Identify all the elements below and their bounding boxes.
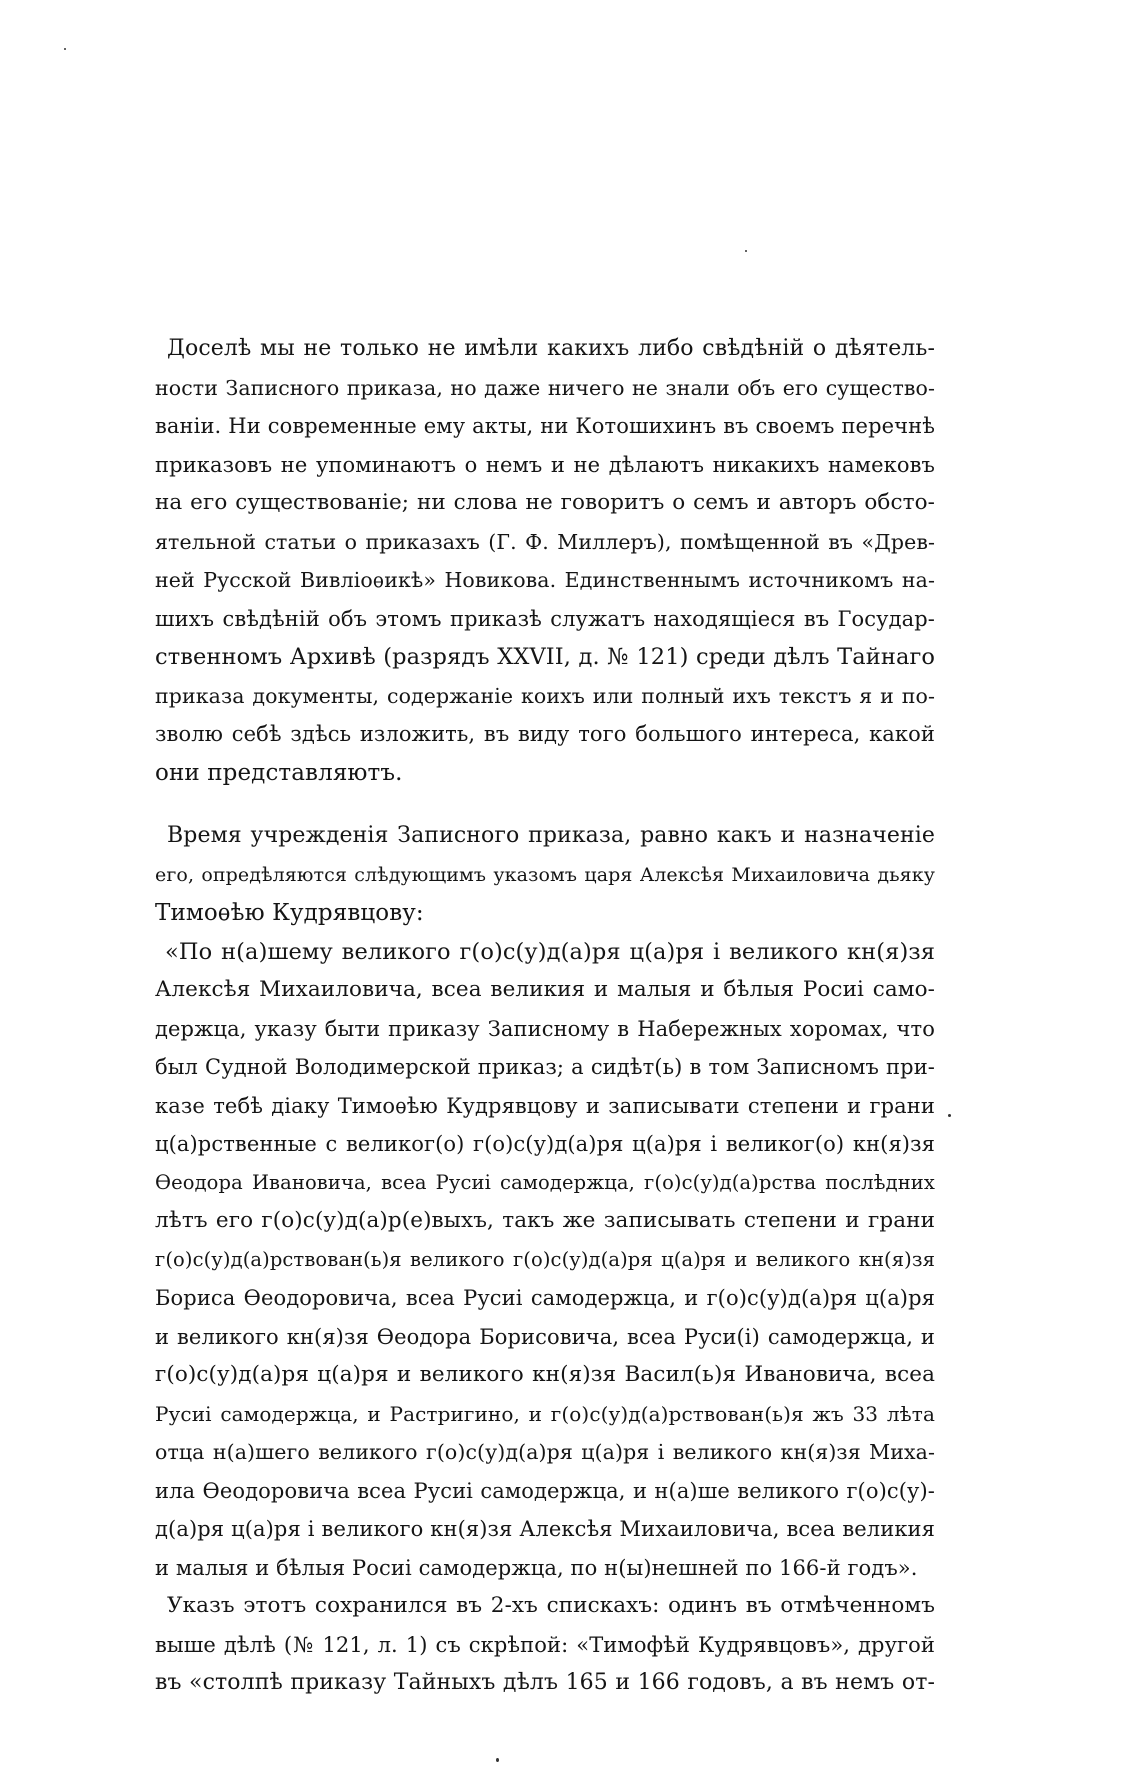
text-line: д(а)ря ц(а)ря і великого кн(я)зя Алексѣя Михаиловича, всеа великия: [155, 1517, 935, 1541]
text-line: ваніи. Ни современные ему акты, ни Котошихинъ въ своемъ перечнѣ: [155, 414, 935, 438]
decree-quote: [155, 933, 935, 1588]
text-line: был Судной Володимерской приказ; а сидѣт(ь) в том Записномъ при-: [155, 1055, 935, 1079]
text-line: приказа документы, содержаніе коихъ или полный ихъ текстъ я и по-: [155, 683, 935, 708]
text-line: шихъ свѣдѣній объ этомъ приказѣ служатъ находящіеся въ Государ-: [155, 606, 935, 631]
print-speck: [948, 1114, 951, 1117]
main-text: [155, 330, 935, 1703]
text-line: Бориса Ѳеодоровича, всеа Русиі самодержца, и г(о)с(у)д(а)ря ц(а)ря: [155, 1286, 935, 1310]
text-line: приказовъ не упоминаютъ о немъ и не дѣлаютъ никакихъ намековъ: [155, 452, 935, 477]
text-line: они представляютъ.: [155, 759, 403, 786]
text-line: г(о)с(у)д(а)ря ц(а)ря и великого кн(я)зя Васил(ь)я Ивановича, всеа: [155, 1362, 935, 1387]
paragraph: [155, 330, 935, 792]
text-line: Время учрежденія Записного приказа, равно какъ и назначеніе: [167, 823, 935, 848]
text-line: лѣтъ его г(о)с(у)д(а)р(е)выхъ, такъ же записывать степени и грани: [155, 1208, 935, 1233]
text-line: отца н(а)шего великого г(о)с(у)д(а)ря ц(а)ря і великого кн(я)зя Миха-: [155, 1440, 935, 1464]
text-line: казе тебѣ діаку Тимоѳѣю Кудрявцову и записывати степени и грани: [155, 1093, 935, 1118]
text-line: выше дѣлѣ (№ 121, л. 1) съ скрѣпой: «Тимофѣй Кудрявцовъ», другой: [155, 1632, 935, 1657]
text-line: держца, указу быти приказу Записному в Набережных хоромах, что: [155, 1016, 935, 1041]
text-line: Русиі самодержца, и Растригино, и г(о)с(у)д(а)рствован(ь)я жъ 33 лѣта: [155, 1401, 935, 1426]
paragraph: [155, 817, 935, 933]
text-line: ц(а)рственные с великог(о) г(о)с(у)д(а)ря ц(а)ря і великог(о) кн(я)зя: [155, 1132, 935, 1156]
paragraph: [155, 1587, 935, 1703]
text-line: ности Записного приказа, но даже ничего не знали объ его существо-: [155, 375, 935, 400]
text-line: въ «столпѣ приказу Тайныхъ дѣлъ 165 и 166 годовъ, а въ немъ от-: [155, 1670, 935, 1695]
text-line: Доселѣ мы не только не имѣли какихъ либо свѣдѣній о дѣятель-: [167, 336, 935, 361]
text-line: ятельной статьи о приказахъ (Г. Ф. Миллеръ), помѣщенной въ «Древ-: [155, 529, 935, 554]
text-line: ила Ѳеодоровича всеа Русиі самодержца, и н(а)ше великого г(о)с(у)-: [155, 1478, 935, 1503]
print-speck: [745, 250, 747, 252]
print-speck: [64, 48, 66, 50]
paragraph-gap: [155, 792, 935, 817]
text-line: «По н(а)шему великого г(о)с(у)д(а)ря ц(а)ря і великого кн(я)зя: [165, 938, 935, 965]
text-line: на его существованіе; ни слова не говоритъ о семъ и авторъ обсто-: [155, 490, 935, 515]
text-line: Тимоѳѣю Кудрявцову:: [155, 900, 424, 926]
text-line: Ѳеодора Ивановича, всеа Русиі самодержца, г(о)с(у)д(а)рства послѣдних: [155, 1170, 935, 1194]
text-line: его, опредѣляются слѣдующимъ указомъ царя Алексѣя Михаиловича дьяку: [155, 863, 935, 886]
print-speck: [496, 1758, 499, 1762]
text-line: и великого кн(я)зя Ѳеодора Борисовича, всеа Руси(і) самодержца, и: [155, 1324, 935, 1349]
text-line: зволю себѣ здѣсь изложить, въ виду того большого интереса, какой: [155, 722, 935, 746]
text-line: Алексѣя Михаиловича, всеа великия и малыя и бѣлыя Росиі само-: [155, 977, 935, 1002]
text-line: г(о)с(у)д(а)рствован(ь)я великого г(о)с(у)д(а)ря ц(а)ря и великого кн(я)зя: [155, 1247, 935, 1271]
text-line: ней Русской Вивліоѳикѣ» Новикова. Единственнымъ источникомъ на-: [155, 568, 935, 592]
text-line: и малыя и бѣлыя Росиі самодержца, по н(ы)нешней по 166-й годъ».: [155, 1555, 918, 1580]
text-line: Указъ этотъ сохранился въ 2-хъ спискахъ: одинъ въ отмѣченномъ: [167, 1593, 935, 1618]
text-line: ственномъ Архивѣ (разрядъ XXVII, д. № 121) среди дѣлъ Тайнаго: [155, 644, 935, 670]
